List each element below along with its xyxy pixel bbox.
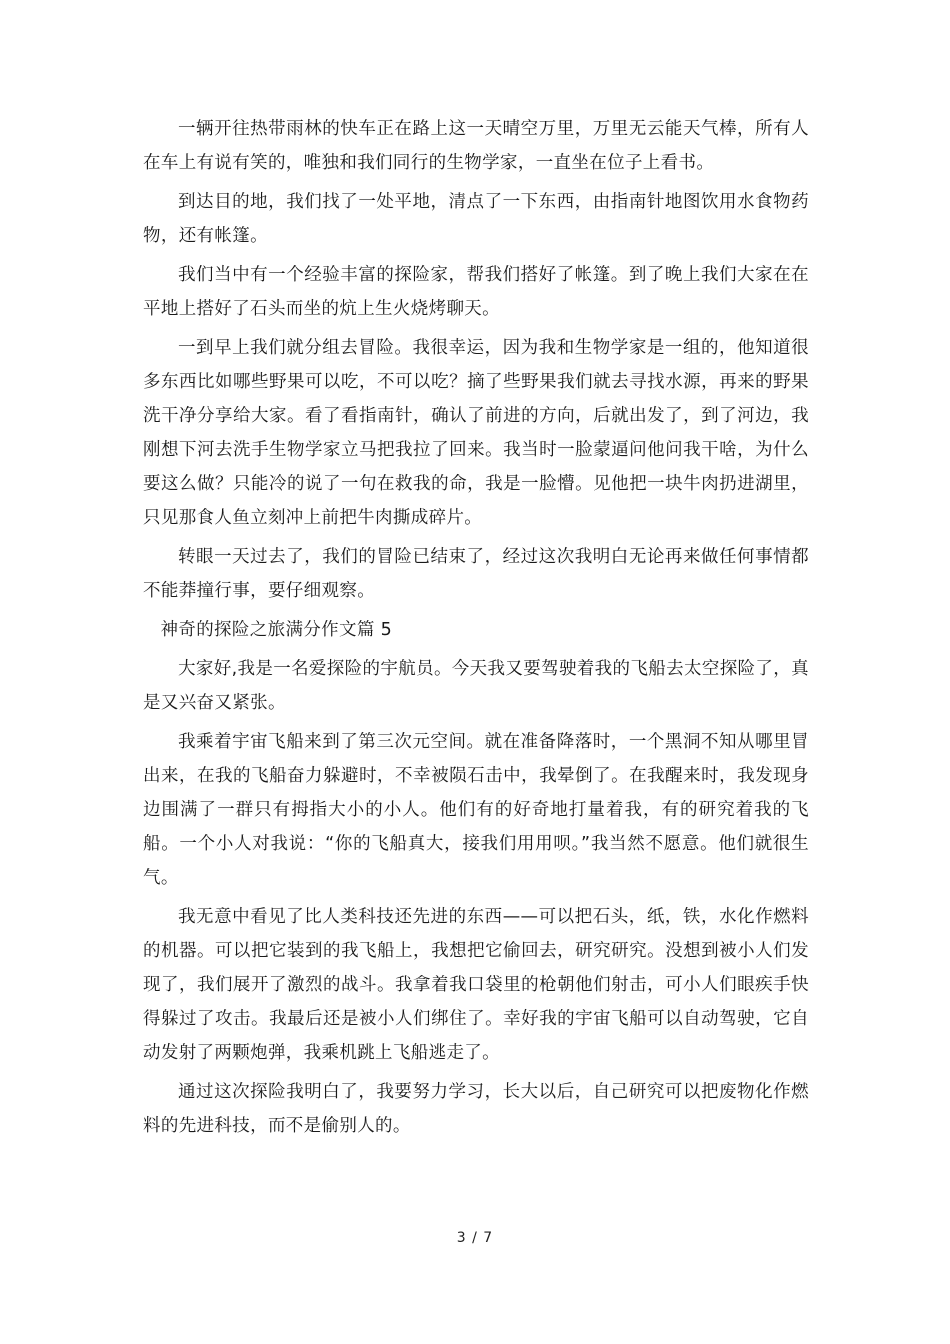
paragraph: 大家好,我是一名爱探险的宇航员。今天我又要驾驶着我的飞船去太空探险了，真是又兴奋又紧张。: [143, 659, 809, 713]
paragraph: 我无意中看见了比人类科技还先进的东西——可以把石头，纸，铁，水化作燃料的机器。可以把它装到的我飞船上，我想把它偷回去，研究研究。没想到被小人们发现了，我们展开了激烈的战斗。我拿着我口袋里的枪朝他们射击，可小人们眼疾手快得躲过了攻击。我最后还是被小人们绑住了。幸好我的宇宙飞船可以自动驾驶，它自动发射了两颗炮弹，我乘机跳上飞船逃走了。: [143, 907, 809, 1063]
page-number: 3 / 7: [456, 1230, 494, 1246]
paragraph: 一到早上我们就分组去冒险。我很幸运，因为我和生物学家是一组的，他知道很多东西比如哪些野果可以吃，不可以吃？摘了些野果我们就去寻找水源，再来的野果洗干净分享给大家。看了看指南针，确认了前进的方向，后就出发了，到了河边，我刚想下河去洗手生物学家立马把我拉了回来。我当时一脸蒙逼问他问我干啥，为什么要这么做？只能冷的说了一句在救我的命，我是一脸懵。见他把一块牛肉扔进湖里，只见那食人鱼立刻冲上前把牛肉撕成碎片。: [143, 338, 809, 528]
document-body: [143, 112, 809, 1148]
paragraph: 到达目的地，我们找了一处平地，清点了一下东西，由指南针地图饮用水食物药物，还有帐篷。: [143, 192, 809, 246]
paragraph: 一辆开往热带雨林的快车正在路上这一天晴空万里，万里无云能天气棒，所有人在车上有说有笑的，唯独和我们同行的生物学家，一直坐在位子上看书。: [143, 119, 809, 173]
paragraph: 通过这次探险我明白了，我要努力学习，长大以后，自己研究可以把废物化作燃料的先进科技，而不是偷别人的。: [143, 1082, 809, 1136]
paragraph: 转眼一天过去了，我们的冒险已结束了，经过这次我明白无论再来做任何事情都不能莽撞行事，要仔细观察。: [143, 547, 809, 601]
paragraph: 我乘着宇宙飞船来到了第三次元空间。就在准备降落时，一个黑洞不知从哪里冒出来，在我的飞船奋力躲避时，不幸被陨石击中，我晕倒了。在我醒来时，我发现身边围满了一群只有拇指大小的小人。他们有的好奇地打量着我，有的研究着我的飞船。一个小人对我说：“你的飞船真大，接我们用用呗。”我当然不愿意。他们就很生气。: [143, 732, 809, 888]
paragraph: 我们当中有一个经验丰富的探险家，帮我们搭好了帐篷。到了晚上我们大家在在平地上搭好了石头而坐的炕上生火烧烤聊天。: [143, 265, 809, 319]
section-heading: 神奇的探险之旅满分作文篇 5: [160, 620, 393, 640]
